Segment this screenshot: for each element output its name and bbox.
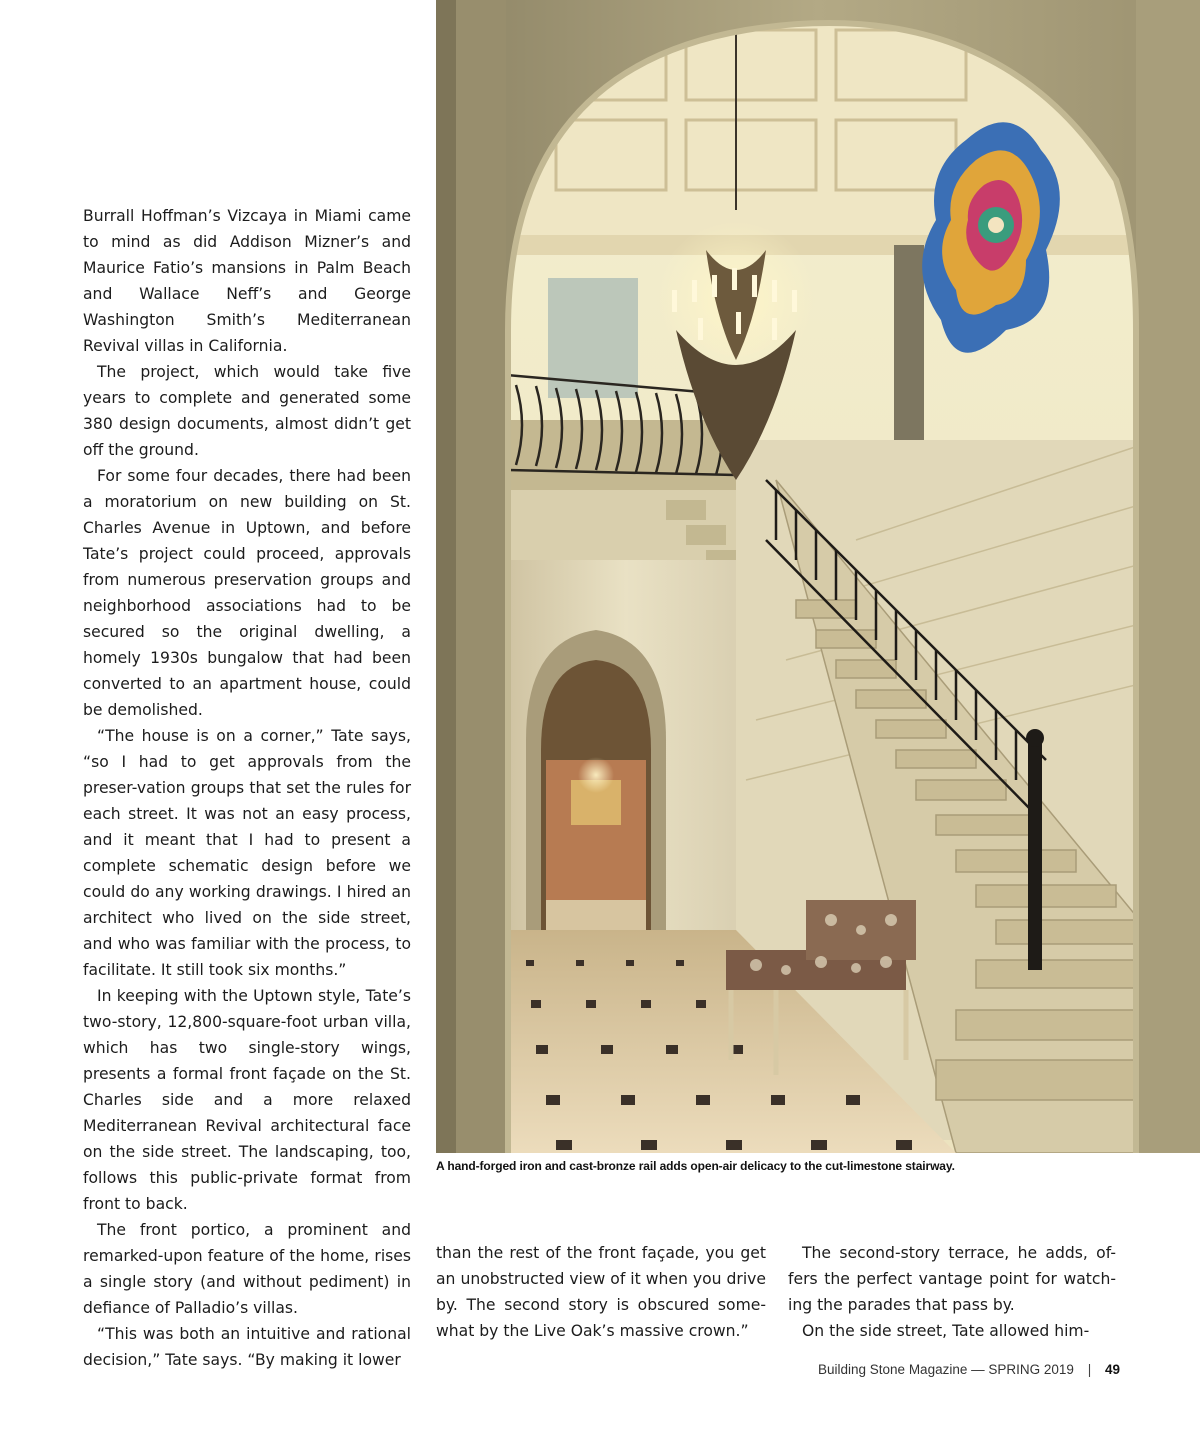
- paragraph: The second-story terrace, he adds, of-fers the perfect vantage point for watch-ing the parades that pass by.: [788, 1244, 1116, 1314]
- staircase-photo: [436, 0, 1200, 1153]
- paragraph: The project, which would take five years to complete and generated some 380 design documents, almost didn’t get off the ground.: [83, 363, 411, 459]
- issue-label: SPRING 2019: [988, 1362, 1074, 1377]
- article-column-right: [788, 1240, 1116, 1344]
- photo-caption: A hand-forged iron and cast-bronze rail adds open-air delicacy to the cut-limestone stairway.: [436, 1159, 955, 1173]
- page-footer: [700, 1360, 1120, 1380]
- page-number: 49: [1104, 1362, 1120, 1377]
- paragraph: Burrall Hoffman’s Vizcaya in Miami came to mind as did Addison Mizner’s and Maurice Fatio’s mansions in Palm Beach and Wallace Neff’s and George Washington Smith’s Mediterranean Revival villas in California.: [83, 207, 411, 355]
- article-column-left: [83, 203, 411, 1373]
- paragraph: On the side street, Tate allowed him-: [802, 1322, 1090, 1340]
- magazine-name: Building Stone Magazine —: [818, 1362, 985, 1377]
- paragraph: than the rest of the front façade, you get an unobstructed view of it when you drive by. The second story is obscured some-what by the Live Oak’s massive crown.”: [436, 1244, 766, 1340]
- article-column-middle: [436, 1240, 766, 1344]
- paragraph: In keeping with the Uptown style, Tate’s two-story, 12,800-square-foot urban villa, which has two single-story wings, presents a formal front façade on the St. Charles side and a more relaxed Mediterranean Revival architectural face on the side street. The landscaping, too, follows this public-private format from front to back.: [83, 987, 411, 1213]
- paragraph: For some four decades, there had been a moratorium on new building on St. Charles Avenue in Uptown, and before Tate’s project could proceed, approvals from numerous preservation groups and neighborhood associations had to be secured so the original dwelling, a homely 1930s bungalow that had been converted to an apartment house, could be demolished.: [83, 467, 411, 719]
- paragraph: “The house is on a corner,” Tate says, “so I had to get approvals from the preser-vation groups that set the rules for each street. It was not an easy process, and it meant that I had to present a complete schematic design before we could do any working drawings. I hired an architect who lived on the side street, and who was familiar with the process, to facilitate. It still took six months.”: [83, 727, 411, 979]
- footer-separator: |: [1087, 1362, 1092, 1377]
- paragraph: “This was both an intuitive and rational decision,” Tate says. “By making it lower: [83, 1325, 411, 1369]
- paragraph: The front portico, a prominent and remarked-upon feature of the home, rises a single story (and without pediment) in defiance of Palladio’s villas.: [83, 1221, 411, 1317]
